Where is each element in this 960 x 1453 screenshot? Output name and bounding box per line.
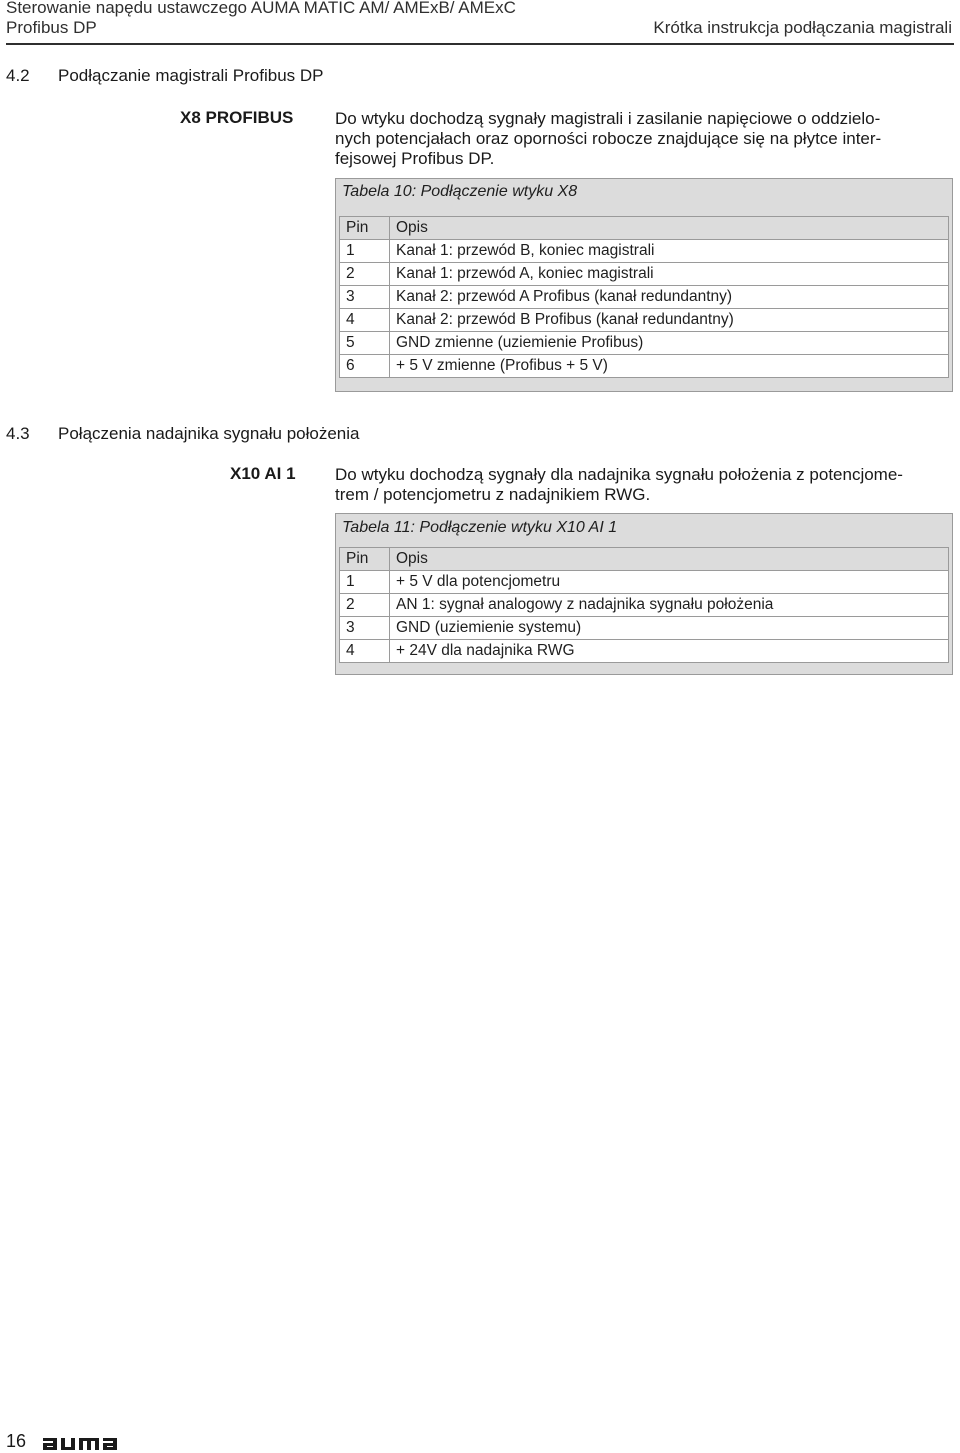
header-pin: Pin — [340, 217, 390, 240]
header-pin: Pin — [340, 548, 390, 571]
description-cell: AN 1: sygnał analogowy z nadajnika sygnału położenia — [390, 594, 949, 617]
table-row — [340, 617, 949, 640]
table-row — [340, 594, 949, 617]
table-box-x8 — [335, 178, 953, 392]
pin-cell: 4 — [340, 309, 390, 332]
page-number: 16 — [6, 1431, 27, 1451]
connector-label-x8: X8 PROFIBUS — [180, 108, 294, 127]
section-number: 4.3 — [6, 424, 30, 443]
document-title: Sterowanie napędu ustawczego AUMA MATIC AM/ AMExB/ AMExC — [6, 0, 516, 17]
description-cell: Kanał 2: przewód B Profibus (kanał redundantny) — [390, 309, 949, 332]
table-row — [340, 263, 949, 286]
connector-label-x10: X10 AI 1 — [230, 464, 296, 483]
pin-cell: 5 — [340, 332, 390, 355]
table-row — [340, 571, 949, 594]
paragraph-line: Do wtyku dochodzą sygnały magistrali i zasilanie napięciowe o oddzielo- — [335, 109, 881, 128]
paragraph-line: trem / potencjometru z nadajnikiem RWG. — [335, 485, 651, 504]
description-cell: Kanał 1: przewód A, koniec magistrali — [390, 263, 949, 286]
description-cell: Kanał 2: przewód A Profibus (kanał redundantny) — [390, 286, 949, 309]
table-box-x10 — [335, 513, 953, 675]
description-cell: + 5 V zmienne (Profibus + 5 V) — [390, 355, 949, 378]
header-description: Opis — [390, 217, 949, 240]
table-caption: Tabela 10: Podłączenie wtyku X8 — [342, 183, 578, 200]
pin-cell: 6 — [340, 355, 390, 378]
section-title: Połączenia nadajnika sygnału położenia — [58, 424, 360, 443]
description-cell: GND (uziemienie systemu) — [390, 617, 949, 640]
pin-cell: 4 — [340, 640, 390, 663]
table-caption: Tabela 11: Podłączenie wtyku X10 AI 1 — [342, 519, 618, 536]
table-header-row — [340, 217, 949, 240]
table-row — [340, 286, 949, 309]
section-title: Podłączanie magistrali Profibus DP — [58, 66, 324, 85]
paragraph-line: Do wtyku dochodzą sygnały dla nadajnika sygnału położenia z potencjome- — [335, 465, 903, 484]
pin-cell: 1 — [340, 240, 390, 263]
paragraph-line: fejsowej Profibus DP. — [335, 149, 495, 168]
table-row — [340, 640, 949, 663]
table-row — [340, 355, 949, 378]
description-cell: + 5 V dla potencjometru — [390, 571, 949, 594]
pin-cell: 2 — [340, 594, 390, 617]
pin-cell: 1 — [340, 571, 390, 594]
pin-cell: 2 — [340, 263, 390, 286]
section-paragraph-x8 — [335, 109, 953, 169]
section-number: 4.2 — [6, 66, 30, 85]
auma-logo — [43, 1434, 129, 1451]
pin-cell: 3 — [340, 617, 390, 640]
section-paragraph-x10 — [335, 465, 953, 505]
section-heading-4-2 — [6, 66, 324, 86]
pin-table-x8 — [339, 216, 949, 378]
paragraph-line: nych potencjałach oraz oporności robocze znajdujące się na płytce inter- — [335, 129, 882, 148]
pin-cell: 3 — [340, 286, 390, 309]
table-row — [340, 332, 949, 355]
description-cell: GND zmienne (uziemienie Profibus) — [390, 332, 949, 355]
section-heading-4-3 — [6, 424, 360, 444]
table-row — [340, 309, 949, 332]
header-rule — [6, 43, 954, 45]
document-subtitle: Profibus DP — [6, 18, 97, 37]
description-cell: + 24V dla nadajnika RWG — [390, 640, 949, 663]
pin-table-x10 — [339, 547, 949, 663]
chapter-title: Krótka instrukcja podłączania magistrali — [653, 18, 952, 37]
header-description: Opis — [390, 548, 949, 571]
table-row — [340, 240, 949, 263]
table-header-row — [340, 548, 949, 571]
description-cell: Kanał 1: przewód B, koniec magistrali — [390, 240, 949, 263]
